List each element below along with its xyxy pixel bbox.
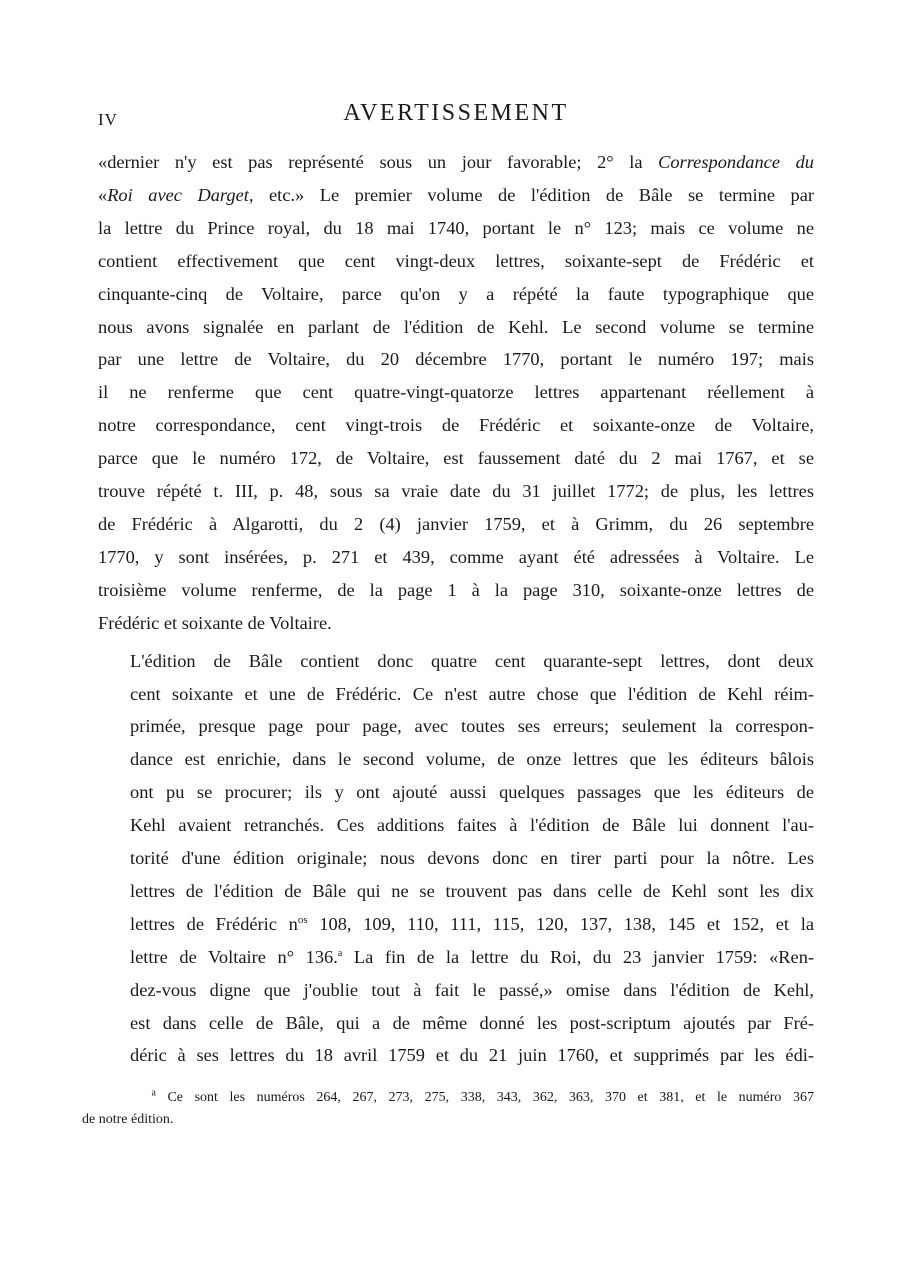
- text-line: troisième volume renferme, de la page 1 à la page 310, soixante-onze lettres de: [98, 579, 814, 600]
- text-line: cent soixante et une de Frédéric. Ce n'est autre chose que l'édition de Kehl réim-: [130, 683, 814, 704]
- text-line: contient effectivement que cent vingt-deux lettres, soixante-sept de Frédéric et: [98, 250, 814, 271]
- footnote-line: $^a$ Ce sont les numéros 264, 267, 273, 275, 338, 343, 362, 363, 370 et 381, et le numéro 367: [151, 1087, 814, 1105]
- text-line: notre correspondance, cent vingt-trois de Frédéric et soixante-onze de Voltaire,: [98, 415, 814, 436]
- footnote-marker: a: [151, 1087, 156, 1099]
- text-line: dance est enrichie, dans le second volume, de onze lettres que les éditeurs bâlois: [130, 749, 814, 770]
- italic-title: Roi avec Darget,: [107, 184, 254, 205]
- text-line: est dans celle de Bâle, qui a de même donné les post-scriptum ajoutés par Fré-: [130, 1012, 814, 1033]
- body-text: [98, 146, 814, 1072]
- text-line: 1770, y sont insérées, p. 271 et 439, comme ayant été adressées à Voltaire. Le: [98, 546, 814, 567]
- text-line: lettres de l'édition de Bâle qui ne se trouvent pas dans celle de Kehl sont les dix: [130, 880, 814, 901]
- text-line: primée, presque page pour page, avec toutes ses erreurs; seulement la correspon-: [130, 716, 814, 737]
- text-line: déric à ses lettres du 18 avril 1759 et du 21 juin 1760, et supprimés par les édi-: [130, 1045, 814, 1066]
- superscript-os: os: [297, 913, 308, 926]
- text-line: cinquante-cinq de Voltaire, parce qu'on y a répété la faute typographique que: [98, 283, 814, 304]
- paragraph-1: [98, 146, 814, 640]
- text-line: Kehl avaient retranchés. Ces additions faites à l'édition de Bâle lui donnent l'au-: [130, 815, 814, 836]
- text-line: torité d'une édition originale; nous devons donc en tirer parti pour la nôtre. Les: [130, 848, 814, 869]
- text-line: parce que le numéro 172, de Voltaire, est faussement daté du 2 mai 1767, et se: [98, 448, 814, 469]
- text-line: trouve répété t. III, p. 48, sous sa vraie date du 31 juillet 1772; de plus, les lettres: [98, 481, 814, 502]
- text-line: de Frédéric à Algarotti, du 2 (4) janvier 1759, et à Grimm, du 26 septembre: [98, 513, 814, 534]
- text-line: «Roi avec Darget, etc.» Le premier volume de l'édition de Bâle se termine par: [98, 184, 815, 205]
- text-line: la lettre du Prince royal, du 18 mai 1740, portant le n° 123; mais ce volume ne: [98, 217, 814, 238]
- text-line: dez-vous digne que j'oublie tout à fait le passé,» omise dans l'édition de Kehl,: [130, 979, 814, 1000]
- footnote: [82, 1087, 814, 1131]
- footnote-line: de notre édition.: [82, 1112, 174, 1127]
- text-line: par une lettre de Voltaire, du 20 décembre 1770, portant le numéro 197; mais: [98, 349, 814, 370]
- text-line: ont pu se procurer; ils y ont ajouté aussi quelques passages que les éditeurs de: [130, 782, 814, 803]
- italic-title: Correspondance du: [658, 152, 814, 172]
- running-head: [98, 100, 814, 140]
- page-title: AVERTISSEMENT: [343, 100, 569, 126]
- text-line: L'édition de Bâle contient donc quatre cent quarante-sept lettres, dont deux: [130, 650, 814, 671]
- page-number: IV: [98, 110, 118, 129]
- footnote-marker: a: [337, 947, 343, 959]
- text-line: nous avons signalée en parlant de l'édition de Kehl. Le second volume se termine: [98, 316, 814, 337]
- text-line: lettre de Voltaire n° 136.$^a$ La fin de la lettre du Roi, du 23 janvier 1759: «Ren-: [130, 946, 815, 967]
- text-line: Frédéric et soixante de Voltaire.: [98, 612, 332, 633]
- text-line: «dernier n'y est pas représenté sous un jour favorable; 2° la Correspondance du: [98, 152, 814, 172]
- text-line: lettres de Frédéric $n^{os}$ 108, 109, 110, 111, 115, 120, 137, 138, 145 et 152, et la: [130, 913, 814, 934]
- text-line: il ne renferme que cent quatre-vingt-quatorze lettres appartenant réellement à: [98, 382, 814, 403]
- paragraph-2: [98, 645, 814, 1073]
